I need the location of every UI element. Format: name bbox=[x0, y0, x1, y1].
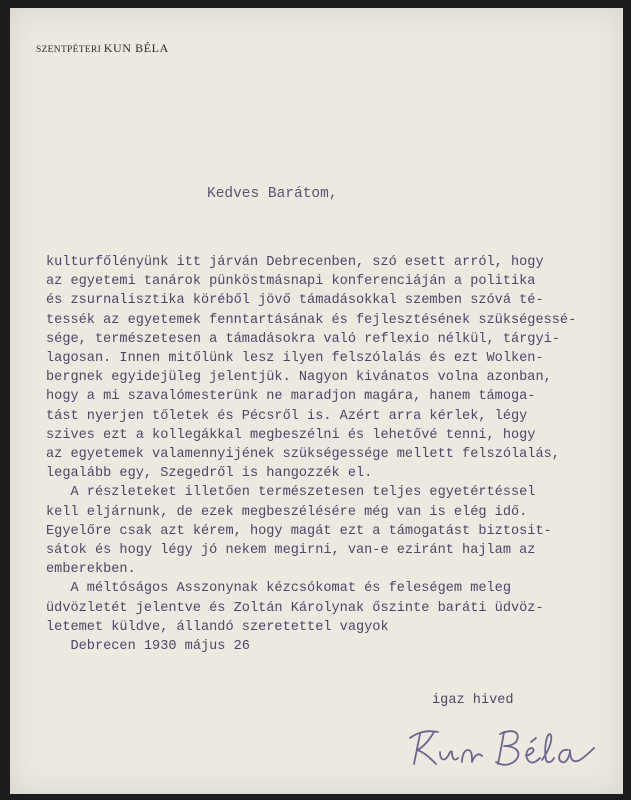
body-line: kell eljárnunk, de ezek megbeszélésére még van is elég idő. bbox=[46, 504, 528, 520]
body-line: emberekben. bbox=[46, 562, 136, 578]
body-line: lagosan. Innen mitőlünk lesz ilyen felszólalás és ezt Wolken- bbox=[46, 351, 544, 367]
body-line: sége, természetesen a támadásokra való reflexio nélkül, tárgyi- bbox=[46, 331, 560, 347]
body-line: A méltóságos Asszonynak kézcsókomat és feleségem meleg bbox=[46, 581, 511, 597]
body-line: szives ezt a kollegákkal megbeszélni és lehetővé tenni, hogy bbox=[46, 427, 536, 443]
body-line: hogy a mi szavalómesterünk ne maradjon magára, hanem támoga- bbox=[46, 389, 536, 405]
letterhead bbox=[36, 41, 169, 56]
body-line: üdvözletét jelentve és Zoltán Károlynak őszinte baráti üdvöz- bbox=[46, 600, 544, 616]
body-line: és zsurnalisztika köréből jövő támadásokkal szemben szóvá té- bbox=[46, 293, 544, 309]
body-line: az egyetemi tanárok pünköstmásnapi konferenciáján a politika bbox=[46, 274, 536, 290]
body-line: legalább egy, Szegedről is hangozzék el. bbox=[46, 466, 373, 482]
body-line: az egyetemek valamennyijének szükségessége mellett felszólalás, bbox=[46, 447, 560, 463]
body-line: A részleteket illetően természetesen teljes egyetértéssel bbox=[46, 485, 536, 501]
closing-phrase: igaz hived bbox=[432, 693, 514, 708]
body-line: sátok és hogy légy jó nekem megirni, van-e eziránt hajlam az bbox=[46, 543, 536, 559]
handwritten-signature bbox=[400, 718, 610, 774]
body-line: letemet küldve, állandó szeretettel vagyok bbox=[46, 619, 389, 635]
body-line: bergnek egyidejüleg jelentjük. Nagyon kivánatos volna azonban, bbox=[46, 370, 552, 386]
letter-body bbox=[46, 253, 621, 656]
body-line: kulturfőlényünk itt járván Debrecenben, szó esett arról, hogy bbox=[46, 255, 544, 270]
letterhead-name: KUN BÉLA bbox=[103, 41, 169, 55]
body-line: Egyelőre csak azt kérem, hogy magát ezt a támogatást biztosit- bbox=[46, 523, 552, 539]
salutation: Kedves Barátom, bbox=[207, 186, 338, 202]
letterhead-prefix: SZENTPÉTERI bbox=[36, 45, 102, 55]
body-line: tessék az egyetemek fenntartásának és fejlesztésének szükségessé- bbox=[46, 312, 577, 328]
body-line: Debrecen 1930 május 26 bbox=[46, 639, 250, 655]
body-line: tást nyerjen tőletek és Pécsről is. Azért arra kérlek, légy bbox=[46, 408, 528, 424]
